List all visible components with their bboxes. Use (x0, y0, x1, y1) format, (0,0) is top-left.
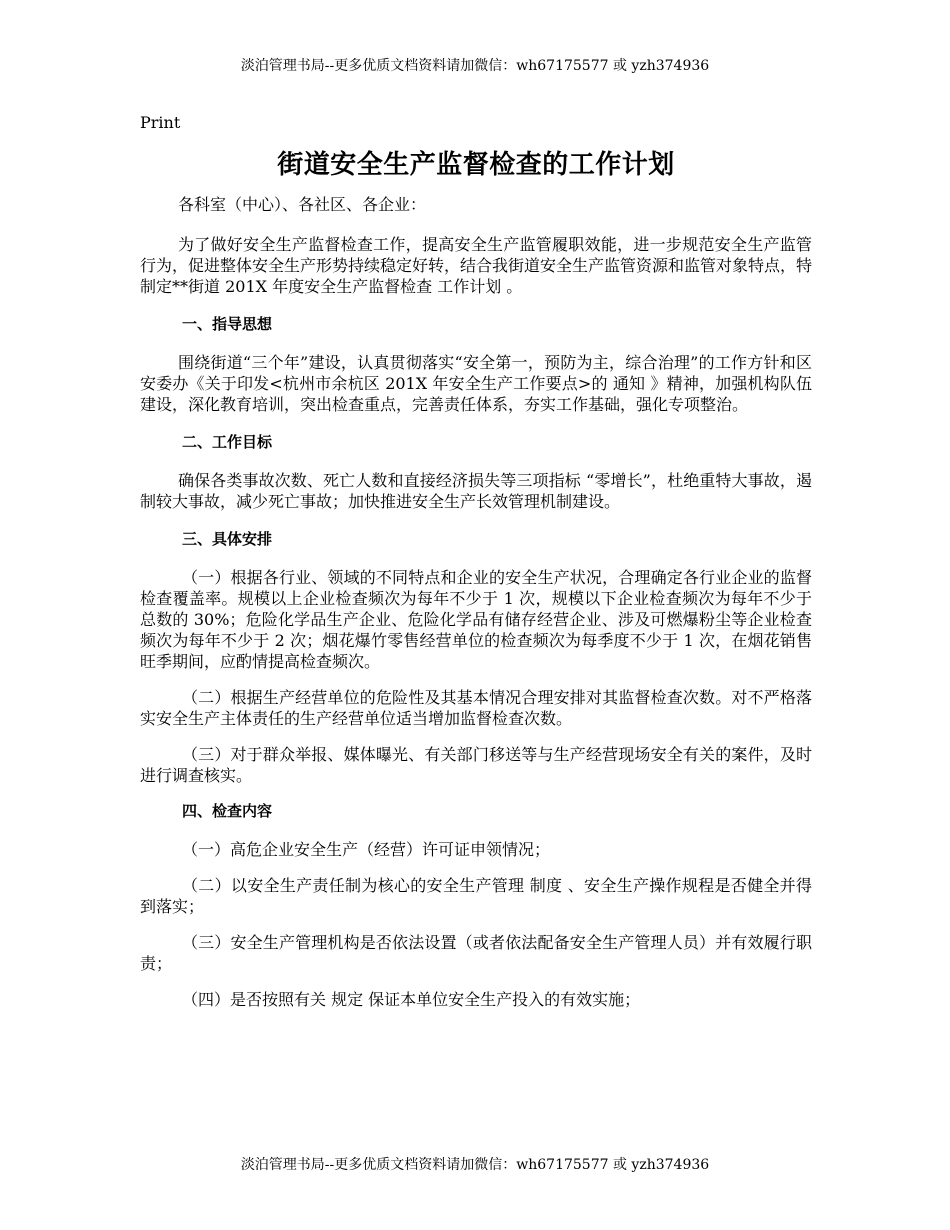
list-item: （三）安全生产管理机构是否依法设置（或者依法配备安全生产管理人员）并有效履行职责； (140, 933, 812, 973)
section-heading-specific-arrangements: 三、具体安排 (182, 530, 273, 548)
page-footer: 淡泊管理书局--更多优质文档资料请加微信：wh67175577 或 yzh374936 (240, 1157, 710, 1173)
document-body (140, 112, 812, 1025)
intro-paragraph: 为了做好安全生产监督检查工作，提高安全生产监管履职效能，进一步规范安全生产监管行为，促进整体安全生产形势持续稳定好转，结合我街道安全生产监管资源和监管对象特点，特制定**街道 201X 年度安全生产监督检查 工作计划 。 (140, 235, 813, 296)
page-header: 淡泊管理书局--更多优质文档资料请加微信：wh67175577 或 yzh374936 (240, 58, 710, 74)
section-body-work-goals: 确保各类事故次数、死亡人数和直接经济损失等三项指标 “零增长”，杜绝重特大事故，遏制较大事故，减少死亡事故；加快推进安全生产长效管理机制建设。 (140, 471, 812, 511)
list-item: （一）根据各行业、领域的不同特点和企业的安全生产状况，合理确定各行业企业的监督检查覆盖率。规模以上企业检查频次为每年不少于 1 次，规模以下企业检查频次为每年不少于总数的 30%；危险化学品生产企业、危险化学品有储存经营企业、涉及可燃爆粉尘等企业检查频次为每年不少于 2 次；烟花爆竹零售经营单位的检查频次为每季度不少于 1 次，在烟花销售旺季期间，应酌情提高检查频次。 (140, 568, 812, 671)
list-item: （二）以安全生产责任制为核心的安全生产管理 制度 、安全生产操作规程是否健全并得到落实； (140, 876, 812, 916)
print-label: Print (140, 113, 181, 132)
list-item: （四）是否按照有关 规定 保证本单位安全生产投入的有效实施； (182, 990, 641, 1009)
list-item: （二）根据生产经营单位的危险性及其基本情况合理安排对其监督检查次数。对不严格落实安全生产主体责任的生产经营单位适当增加监督检查次数。 (140, 688, 812, 728)
section-heading-guiding-thought: 一、指导思想 (182, 315, 273, 333)
list-item: （三）对于群众举报、媒体曝光、有关部门移送等与生产经营现场安全有关的案件，及时进行调查核实。 (140, 745, 812, 785)
salutation: 各科室（中心）、各社区、各企业： (178, 195, 427, 214)
document-title: 街道安全生产监督检查的工作计划 (277, 150, 675, 180)
section-heading-inspection-content: 四、检查内容 (182, 802, 273, 820)
section-body-guiding-thought: 围绕街道“三个年”建设，认真贯彻落实“安全第一，预防为主，综合治理”的工作方针和区安委办《关于印发<杭州市余杭区 201X 年安全生产工作要点>的 通知 》精神，加强机构队伍建设，深化教育培训，突出检查重点，完善责任体系，夯实工作基础，强化专项整治。 (140, 353, 812, 414)
list-item: （一）高危企业安全生产（经营）许可证申领情况； (182, 840, 551, 859)
section-heading-work-goals: 二、工作目标 (182, 433, 273, 451)
